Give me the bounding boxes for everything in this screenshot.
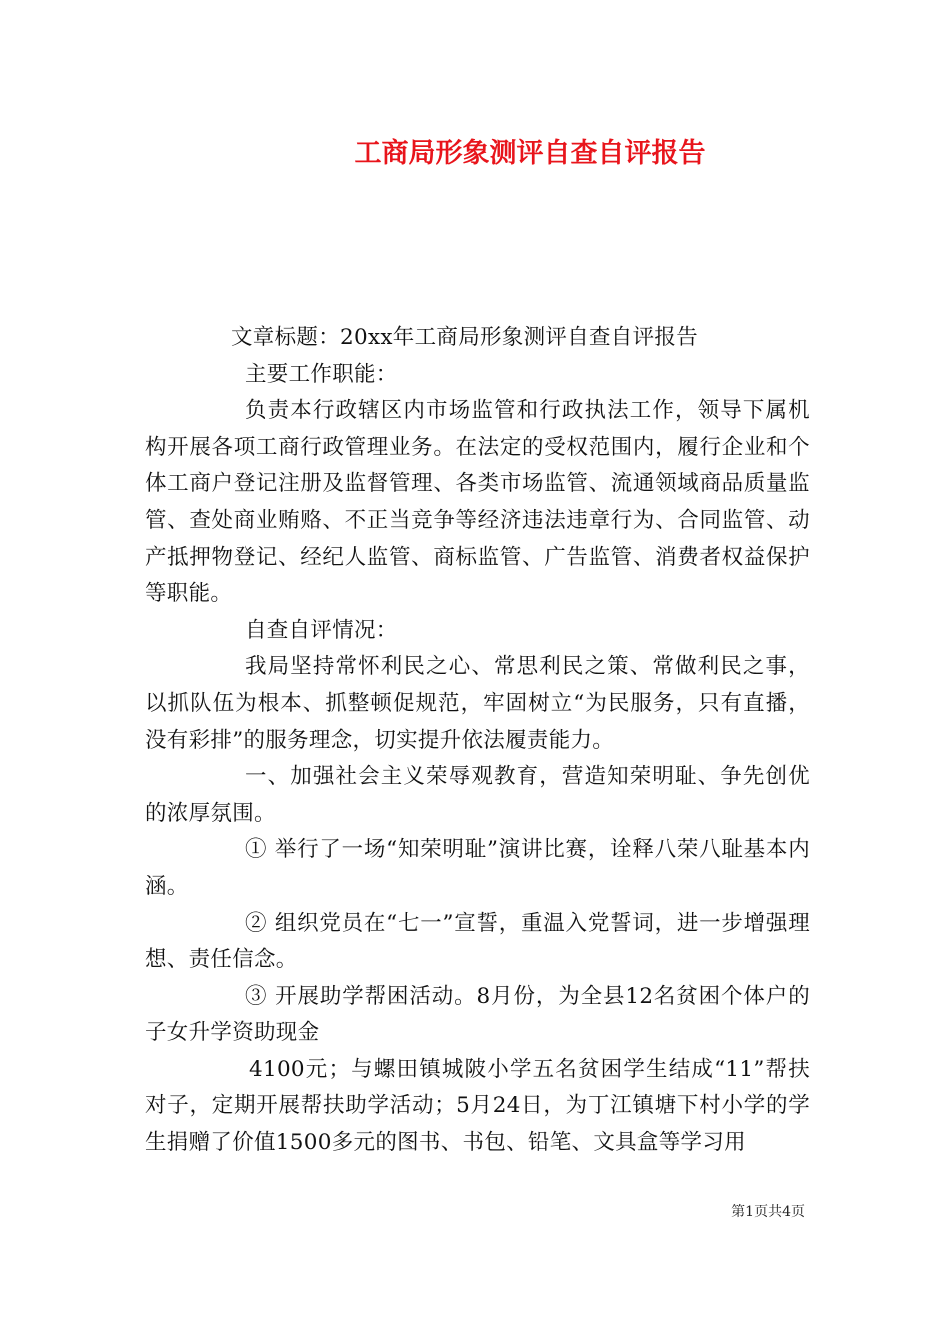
list-item-2: ② 组织党员在“七一”宣誓，重温入党誓词，进一步增强理想、责任信念。 <box>145 910 810 973</box>
list-item-3: ③ 开展助学帮困活动。8月份，为全县12名贫困个体户的子女升学资助现金 <box>145 983 810 1046</box>
self-eval-intro-paragraph: 我局坚持常怀利民之心、常思利民之策、常做利民之事，以抓队伍为根本、抓整顿促规范，牢固树立“为民服务，只有直播，没有彩排”的服务理念，切实提升依法履责能力。 <box>145 654 810 753</box>
section-one-heading: 一、加强社会主义荣辱观教育，营造知荣明耻、争先创优的浓厚氛围。 <box>145 764 810 826</box>
list-item-3-continuation: 4100元；与螺田镇城陂小学五名贫困学生结成“11”帮扶对子，定期开展帮扶助学活动；5月24日，为丁江镇塘下村小学的学生捐赠了价值1500多元的图书、书包、铅笔、文具盒等学习用 <box>145 1056 810 1156</box>
duties-label: 主要工作职能： <box>245 361 398 387</box>
document-body <box>145 320 810 1162</box>
duties-paragraph: 负责本行政辖区内市场监管和行政执法工作，领导下属机构开展各项工商行政管理业务。在法定的受权范围内，履行企业和个体工商户登记注册及监督管理、各类市场监管、流通领域商品质量监管、查处商业贿赂、不正当竞争等经济违法违章行为、合同监管、动产抵押物登记、经纪人监管、商标监管、广告监管、消费者权益保护等职能。 <box>145 398 810 607</box>
document-title: 工商局形象测评自查自评报告 <box>354 138 706 169</box>
page-number-footer: 第1页共4页 <box>731 1204 805 1220</box>
article-title-line: 文章标题：20xx年工商局形象测评自查自评报告 <box>231 325 699 350</box>
self-eval-label: 自查自评情况： <box>245 617 398 643</box>
list-item-1: ① 举行了一场“知荣明耻”演讲比赛，诠释八荣八耻基本内涵。 <box>145 837 810 899</box>
